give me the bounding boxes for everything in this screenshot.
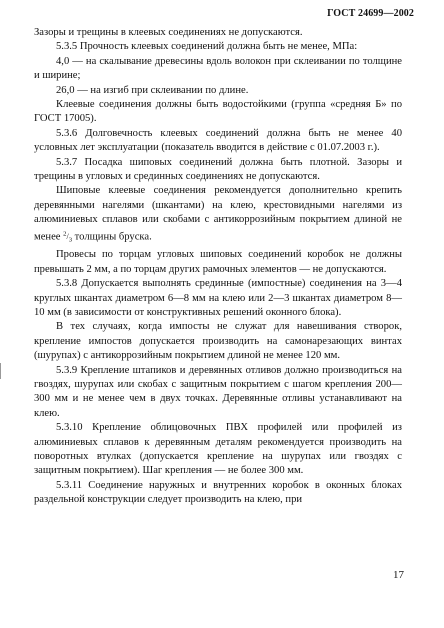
- paragraph: Клеевые соединения должны быть водостойкими (группа «средняя Б» по ГОСТ 17005).: [34, 99, 402, 125]
- paragraph: 26,0 — на изгиб при склеивании по длине.: [56, 84, 249, 96]
- paragraph: 5.3.9 Крепление штапиков и деревянных отливов должно производиться на гвоздях, шурупах или скобах с защитным покрытием с шагом крепления 200—300 мм и не менее чем в двух точках. Деревянные отливы устанавливают на клею.: [34, 364, 402, 419]
- paragraph: Зазоры и трещины в клеевых соединениях не допускаются.: [34, 27, 303, 38]
- paragraph: В тех случаях, когда импосты не служат для навешивания створок, крепление импостов допускается производить на самонарезающих винтах (шурупах) с антикоррозийным покрытием длиной не менее 120 мм.: [34, 321, 402, 362]
- paragraph: 5.3.10 Крепление облицовочных ПВХ профилей или профилей из алюминиевых сплавов к деревянным деталям рекомендуется производить на поворотных втулках (допускается крепление на шурупах или гвоздях с защитным покрытием). Шаг крепления — не более 300 мм.: [34, 422, 402, 477]
- paragraph: 5.3.6 Долговечность клеевых соединений должна быть не менее 40 условных лет эксплуатации (показатель вводится в действие с 01.07.2003 г.).: [34, 127, 402, 154]
- fraction-numerator: 2: [63, 230, 67, 238]
- fraction: $^2/_3$: [63, 230, 73, 244]
- document-body: [34, 26, 402, 508]
- paragraph-text: Шиповые клеевые соединения рекомендуется дополнительно крепить деревянными нагелями (шкантами) на клею, крестовидными нагелями из алюминиевых сплавов или скобами с антикоррозийным покрытием длиной не менее: [34, 185, 402, 243]
- paragraph: 5.3.8 Допускается выполнять срединные (импостные) соединения на 3—4 круглых шкантах диаметром 6—8 мм на клею или 2—3 шкантах диаметром 8—10 мм (в зависимости от конструктивных решений оконного блока).: [34, 278, 402, 318]
- paragraph: 5.3.7 Посадка шиповых соединений должна быть плотной. Зазоры и трещины в угловых и срединных соединениях не допускаются.: [34, 156, 402, 183]
- scan-edge-mark: [0, 363, 1, 379]
- paragraph: 4,0 — на скалывание древесины вдоль волокон при склеивании по толщине и ширине;: [34, 55, 402, 82]
- paragraph: 5.3.11 Соединение наружных и внутренних коробок в оконных блоках раздельной конструкции следует производить на клею, при: [34, 479, 402, 506]
- page-number: 17: [393, 569, 404, 581]
- document-header-code: ГОСТ 24699—2002: [327, 8, 414, 19]
- paragraph: 5.3.5 Прочность клеевых соединений должна быть не менее, МПа:: [56, 41, 358, 53]
- fraction-denominator: 3: [68, 236, 73, 244]
- paragraph-text-end: толщины бруска.: [72, 231, 152, 243]
- paragraph-with-fraction: [34, 184, 402, 248]
- paragraph: Провесы по торцам угловых шиповых соединений коробок не должны превышать 2 мм, а по торцам других рамочных элементов — не допускаются.: [34, 249, 402, 275]
